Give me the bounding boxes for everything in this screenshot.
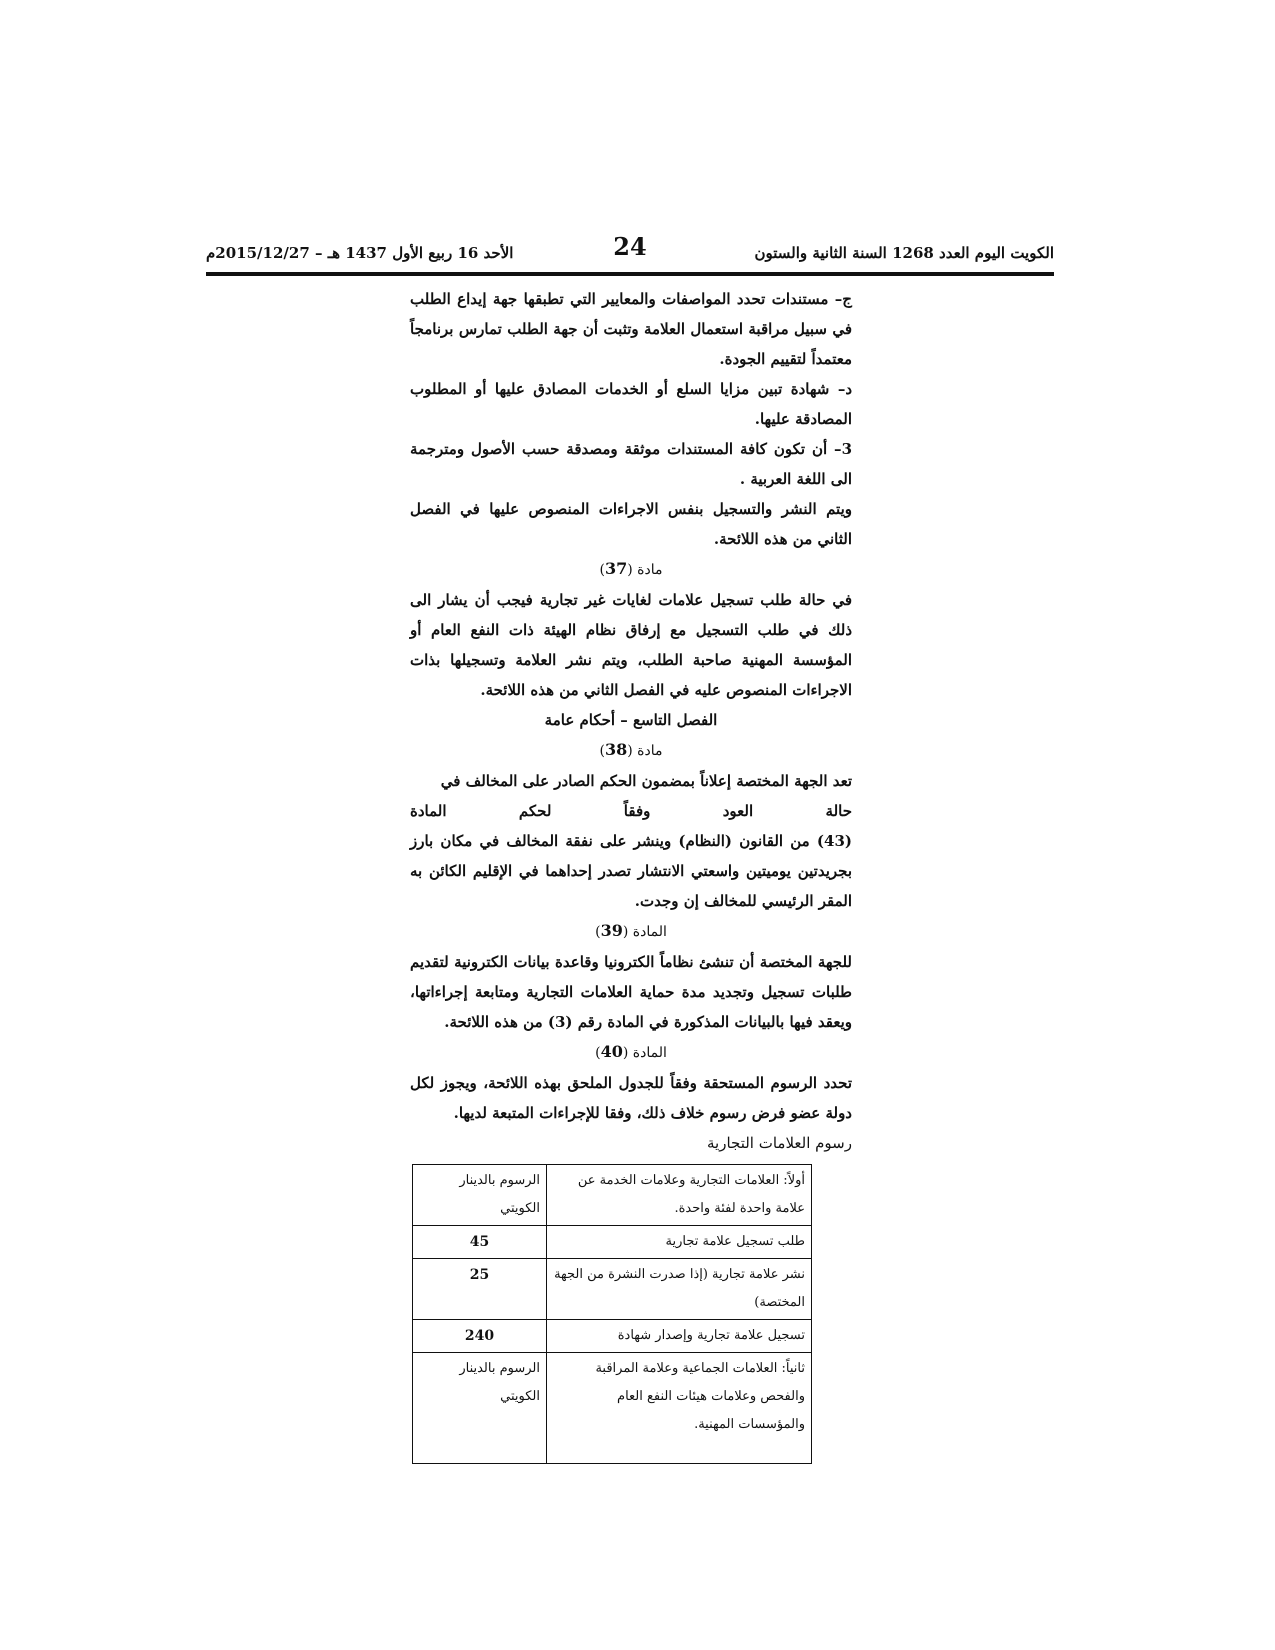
fees-caption: رسوم العلامات التجارية: [706, 1134, 852, 1152]
article-40-heading: [410, 1037, 852, 1068]
article-39-label: المادة (: [622, 924, 667, 940]
article-40-text: تحدد الرسوم المستحقة وفقاً للجدول الملحق بهذه اللائحة، ويجوز لكل دولة عضو فرض رسوم خلاف ذلك، وفقا للإجراءات المتبعة لديها.: [410, 1074, 852, 1122]
article-40-label: المادة (: [622, 1045, 667, 1061]
article-39-heading: [410, 916, 852, 947]
article-39-paren: ): [595, 924, 601, 940]
article-37-paren: ): [599, 562, 605, 578]
fees-table-row: [413, 1165, 812, 1226]
fee-description-cell: ثانياً: العلامات الجماعية وعلامة المراقبة والفحص وعلامات هيئات النفع العام والمؤسسات المهنية.: [547, 1353, 812, 1464]
fee-description-cell: تسجيل علامة تجارية وإصدار شهادة: [547, 1320, 812, 1353]
article-38-rest: (43) من القانون (النظام) وينشر على نفقة المخالف في مكان بارز بجريدتين يوميتين واسعتي الانتشار تصدر إحداهما في الإقليم الكائن به المقر الرئيسي للمخالف إن وجدت.: [410, 832, 852, 910]
article-37-text: في حالة طلب تسجيل علامات لغايات غير تجارية فيجب أن يشار الى ذلك في طلب التسجيل مع إرفاق نظام الهيئة ذات النفع العام أو المؤسسة المهنية صاحبة الطلب، ويتم نشر العلامة وتسجيلها بذات الاجراءات المنصوص عليه في الفصل الثاني من هذه اللائحة.: [410, 591, 852, 699]
fee-amount-cell: 240: [413, 1320, 547, 1353]
article-38-number: 38: [604, 740, 628, 759]
fee-amount-cell: 45: [413, 1226, 547, 1259]
item-3-paragraph: 3– أن تكون كافة المستندات موثقة ومصدقة حسب الأصول ومترجمة الى اللغة العربية .: [410, 440, 852, 488]
document-column: [410, 284, 852, 1464]
fee-amount-cell: الرسوم بالدينار الكويتي: [413, 1353, 547, 1464]
article-38-heading: [410, 735, 852, 766]
fee-amount-cell: 25: [413, 1259, 547, 1320]
publish-note-paragraph: ويتم النشر والتسجيل بنفس الاجراءات المنصوص عليها في الفصل الثاني من هذه اللائحة.: [410, 500, 852, 548]
page-header: [206, 232, 1054, 272]
fees-table-row: [413, 1320, 812, 1353]
item-c-paragraph: ج– مستندات تحدد المواصفات والمعايير التي تطبقها جهة إيداع الطلب في سبيل مراقبة استعمال العلامة وتثبت أن جهة الطلب تمارس برنامجاً معتمداً لتقييم الجودة.: [410, 290, 852, 368]
article-37-heading: [410, 554, 852, 585]
chapter-9-heading: الفصل التاسع – أحكام عامة: [544, 711, 718, 729]
article-40-paren: ): [595, 1045, 601, 1061]
header-rule: [206, 272, 1054, 276]
article-37-number: 37: [604, 559, 628, 578]
article-39-number: 39: [600, 921, 623, 940]
header-issue-info: الكويت اليوم العدد 1268 السنة الثانية والستون: [754, 244, 1054, 262]
fee-description-cell: طلب تسجيل علامة تجارية: [547, 1226, 812, 1259]
article-37-label: مادة (: [627, 562, 663, 578]
fee-description-cell: نشر علامة تجارية (إذا صدرت النشرة من الجهة المختصة): [547, 1259, 812, 1320]
fees-table: [412, 1164, 812, 1464]
header-date: الأحد 16 ربيع الأول 1437 هـ – 2015/12/27م: [206, 244, 514, 262]
fees-table-row: [413, 1259, 812, 1320]
article-38-line-2: حالة العود وفقاً لحكم المادة: [410, 802, 852, 820]
article-38-line-1: تعد الجهة المختصة إعلاناً بمضمون الحكم الصادر على المخالف في: [440, 772, 852, 790]
article-38-label: مادة (: [627, 743, 663, 759]
page-number: 24: [613, 232, 647, 261]
item-d-paragraph: د– شهادة تبين مزايا السلع أو الخدمات المصادق عليها أو المطلوب المصادقة عليها.: [410, 380, 852, 428]
fee-amount-cell: الرسوم بالدينار الكويتي: [413, 1165, 547, 1226]
article-40-number: 40: [600, 1042, 623, 1061]
article-39-text: للجهة المختصة أن تنشئ نظاماً الكترونيا وقاعدة بيانات الكترونية لتقديم طلبات تسجيل وتجديد مدة حماية العلامات التجارية ومتابعة إجراءاتها، ويعقد فيها بالبيانات المذكورة في المادة رقم (3) من هذه اللائحة.: [410, 953, 852, 1031]
fees-table-row: [413, 1226, 812, 1259]
fees-table-row: [413, 1353, 812, 1464]
fee-description-cell: أولاً: العلامات التجارية وعلامات الخدمة عن علامة واحدة لفئة واحدة.: [547, 1165, 812, 1226]
article-38-paren: ): [599, 743, 605, 759]
